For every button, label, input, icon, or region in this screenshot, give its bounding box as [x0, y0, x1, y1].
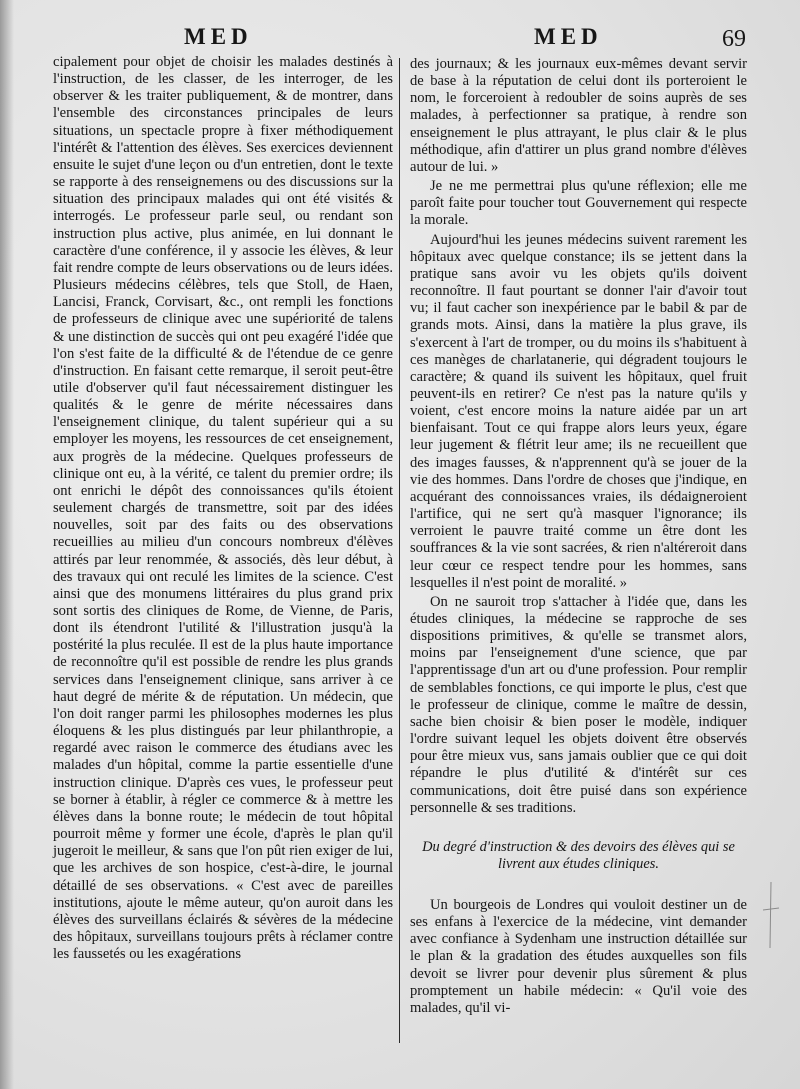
column-divider: [399, 58, 400, 1043]
page-number: 69: [722, 26, 746, 52]
right-column: [410, 54, 747, 1017]
paragraph-bourgeois-londres: Un bourgeois de Londres qui vouloit destiner un de ses enfans à l'exercice de la médecine, vint demander avec confiance à Sydenham une instruction détaillée sur le plan & la gradation des études auxquelles son fils devoit se livrer pour devenir plus sûrement & plus promptement un habile médecin: « Qu'il voie des malades, qu'il vi-: [410, 896, 747, 1016]
running-head-right: MED: [534, 24, 603, 49]
paragraph-etudes-cliniques: On ne sauroit trop s'attacher à l'idée que, dans les études cliniques, la médecine se rapproche de ses dispositions primitives, & qu'elle se transmet alors, moins par l'enseignement d'une science, que par l'apprentissage d'un art ou d'une profession. Pour remplir de semblables fonctions, ce qui importe le plus, c'est que le professeur de clinique, comme le maître de dessin, sache bien choisir & bien poser le modèle, indiquer l'ordre suivant lequel les objets doivent être observés pour être mieux vus, sans jamais oublier que ce qui doit répandre le plus d'utilité & d'intérêt sur ces communications, doit être puisé dans son expérience personnelle & ses traditions.: [410, 593, 747, 816]
pencil-mark-icon: [762, 880, 780, 950]
binding-shadow: [0, 0, 14, 1089]
section-title: Du degré d'instruction & des devoirs des élèves qui se livrent aux études cliniques.: [422, 838, 735, 872]
paragraph-continuation: des journaux; & les journaux eux-mêmes devant servir de base à la réputation de celui dont ils porteroient le nom, le forceroient à redoubler de soins auprès de ses malades, à perfectionner sa pratique, à rendre son enseignement le plus attrayant, le plus clair & le plus méthodique, afin d'attirer un plus grand nombre d'élèves autour de lui. »: [410, 56, 747, 175]
paragraph-reflexion: Je ne me permettrai plus qu'une réflexion; elle me paroît faite pour toucher tout Gouvernement qui respecte la morale.: [410, 178, 747, 229]
left-column: [53, 54, 393, 963]
running-head-left: MED: [184, 24, 253, 49]
left-column-text: cipalement pour objet de choisir les malades destinés à l'instruction, de les classer, de les interroger, de les observer & les traiter publiquement, & de montrer, dans l'ensemble des circonstances principales de leurs situations, un spectacle propre à fixer méthodiquement l'intérêt & l'attention des élèves. Ses exercices deviennent ensuite le sujet d'une leçon ou d'un entretien, dont le texte se rapporte à des renseignemens ou des discussions sur la situation des principaux malades qui ont été visités & interrogés. Le professeur parle seul, ou rendant son instruction plus active, plus animée, en lui donnant le caractère d'une conférence, il y associe les élèves, & leur fait rendre compte de leurs observations ou de leurs idées. Plusieurs médecins célèbres, tels que Stoll, de Haen, Lancisi, Franck, Corvisart, &c., ont rempli les fonctions de professeurs de clinique avec une supériorité de talens & une distinction de succès qui ont peu exagéré l'idée que l'on s'est faite de la difficulté & de l'étendue de ce genre d'instruction. En faisant cette remarque, il seroit peut-être utile d'observer qu'il faut nécessairement distinguer les qualités & le genre de mérite nécessaires dans l'enseignement clinique, du talent supérieur qui a su employer les moyens, les ressources de cet enseignement, aux progrès de la médecine. Quelques professeurs de clinique ont eu, à la vérité, ce talent du premier ordre; ils ont enrichi le dépôt des connoissances qu'ils étoient seulement chargés de transmettre, soit par des idées nouvelles, soit par des faits ou des observations recueillies au milieu d'un concours nombreux d'élèves attirés par leur renommée, & associés, dès leur début, à des travaux qui ont reculé les limites de la science. C'est ainsi que des monumens littéraires du plus grand prix sont sortis des cliniques de Rome, de Vienne, de Paris, dont ils étendront l'utilité & l'illustration jusqu'à la postérité la plus reculée. Il est de la plus haute importance de reconnoître qu'il est possible de rendre les plus grands services dans l'enseignement clinique, sans arriver à ce haut degré de mérite & de réputation. Un médecin, que l'on doit ranger parmi les philosophes modernes les plus éloquens & les plus distingués par leur philanthropie, a regardé avec raison le commerce des étudians avec les malades d'un hôpital, comme la partie essentielle d'une instruction clinique. D'après ces vues, le professeur peut se borner à établir, à régler ce commerce & à mettre les élèves dans la bonne route; le médecin de tout hôpital pourroit même y former une école, d'après le plan qu'il jugeroit le meilleur, & sans que l'on pût rien exiger de lui, que les archives de son hospice, c'est-à-dire, le journal détaillé de ses observations. « C'est avec de pareilles institutions, ajoute le même auteur, qu'on auroit dans les élèves des surveillans éclairés & sévères de la médecine des hôpitaux, surveillans toujours prêts à réclamer contre les faussetés ou les exagérations: [53, 54, 393, 963]
paragraph-jeunes-medecins: Aujourd'hui les jeunes médecins suivent rarement les hôpitaux avec quelque constance; ils se jettent dans la pratique sans avoir vu les objets qu'ils doivent reconnoître. Il faut pourtant se donner l'air d'avoir tout vu; il faut cacher son inexpérience par le babil & par de grands mots. Ainsi, dans la matière la plus grave, ils s'exercent à l'art de tromper, ou du moins ils s'habituent à ces manèges de charlatanerie, qui dégradent toujours le caractère; & quand ils suivent les hôpitaux, quel fruit peuvent-ils en retirer? Ce n'est pas la nature qu'ils y voient, c'est encore moins la nature aidée par un art bienfaisant. Tout ce qui frappe alors leurs yeux, égare leur jugement & flétrit leur ame; ils ne recueillent que des images fausses, & n'apprennent qu'à se jouer de la vie des hommes. Dans l'ordre de choses que j'indique, en acquérant des connoissances vraies, ils dédaigneroient l'artifice, qui ne sert qu'à masquer l'ignorance; ils verroient le pauvre traité comme un être dont les souffrances & la vie sont sacrées, & rien n'altéreroit dans leur cœur ce respect tendre pour les hommes, sans lesquelles il n'est point de moralité. »: [410, 231, 747, 591]
